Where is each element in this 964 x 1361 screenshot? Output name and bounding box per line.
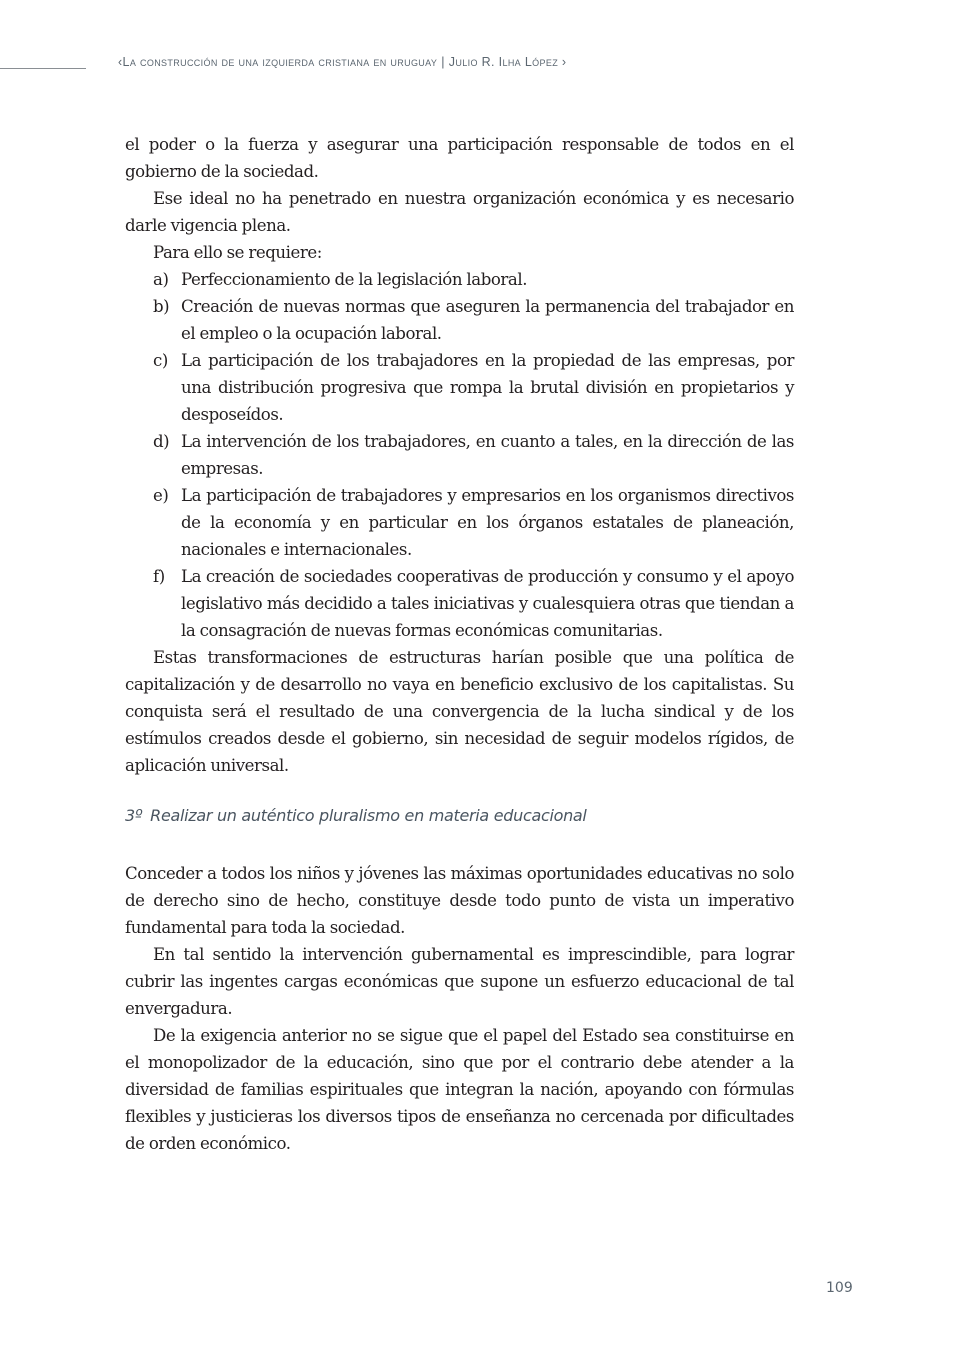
list-item-marker: d) (153, 432, 170, 451)
paragraph-exigencia: De la exigencia anterior no se sigue que el papel del Estado sea constituirse en el monopolizador de la educación, sino que por el contrario debe atender a la diversidad de familias espirituales que integran la nación, apoyando con fórmulas flexibles y justicieras los diversos tipos de enseñanza no cercenada por dificultades de orden económico. (125, 1026, 794, 1153)
list-item-marker: b) (153, 297, 170, 316)
list-item-text: Perfeccionamiento de la legislación laboral. (181, 270, 528, 289)
page-number: 109 (826, 1280, 853, 1296)
list-item-text: Creación de nuevas normas que aseguren la permanencia del trabajador en el empleo o la ocupación laboral. (181, 297, 794, 343)
list-item-text: La intervención de los trabajadores, en cuanto a tales, en la dirección de las empresas. (181, 432, 794, 478)
header-author: Julio R. Ilha López (448, 55, 559, 69)
list-item (125, 266, 794, 293)
list-item (125, 428, 794, 482)
section-heading-number: 3º (125, 806, 143, 825)
list-item-text: La participación de los trabajadores en la propiedad de las empresas, por una distribución progresiva que rompa la brutal división en propietarios y desposeídos. (181, 351, 794, 424)
list-item-marker: a) (153, 270, 169, 289)
list-item (125, 482, 794, 563)
list-intro: Para ello se requiere: (153, 243, 322, 262)
list-item-marker: e) (153, 486, 169, 505)
list-item-text: La participación de trabajadores y empresarios en los organismos directivos de la economía y en particular en los órganos estatales de planeación, nacionales e internacionales. (181, 486, 794, 559)
paragraph-continued: el poder o la fuerza y asegurar una participación responsable de todos en el gobierno de la sociedad. (125, 135, 794, 181)
header-book-title: La construcción de una izquierda cristiana en uruguay (122, 55, 438, 69)
header-close-mark: › (561, 55, 567, 69)
header-separator: | (441, 55, 445, 69)
list-item (125, 563, 794, 644)
list-item-marker: c) (153, 351, 168, 370)
list-item-marker: f) (153, 567, 165, 586)
running-header (118, 55, 566, 69)
section-heading-text: Realizar un auténtico pluralismo en materia educacional (150, 806, 587, 825)
list-item-text: La creación de sociedades cooperativas de producción y consumo y el apoyo legislativo más decidido a tales iniciativas y cualesquiera otras que tiendan a la consagración de nuevas formas económicas comunitarias. (181, 567, 794, 640)
list-item (125, 347, 794, 428)
section-heading (125, 806, 587, 825)
requirements-list (125, 266, 794, 644)
paragraph-conceder: Conceder a todos los niños y jóvenes las máximas oportunidades educativas no solo de derecho sino de hecho, constituye desde todo punto de vista un imperativo fundamental para toda la sociedad. (125, 864, 794, 937)
paragraph-intervencion: En tal sentido la intervención gubernamental es imprescindible, para lograr cubrir las ingentes cargas económicas que supone un esfuerzo educacional de tal envergadura. (125, 945, 794, 1018)
header-rule (0, 68, 86, 69)
list-item (125, 293, 794, 347)
section-2-body (125, 860, 794, 1157)
paragraph-ideal: Ese ideal no ha penetrado en nuestra organización económica y es necesario darle vigencia plena. (125, 189, 794, 235)
section-1-body (125, 131, 794, 779)
paragraph-transformaciones: Estas transformaciones de estructuras harían posible que una política de capitalización y de desarrollo no vaya en beneficio exclusivo de los capitalistas. Su conquista será el resultado de una convergencia de la lucha sindical y de los estímulos creados desde el gobierno, sin necesidad de seguir modelos rígidos, de aplicación universal. (125, 648, 794, 775)
header-open-mark: ‹ (118, 55, 123, 69)
